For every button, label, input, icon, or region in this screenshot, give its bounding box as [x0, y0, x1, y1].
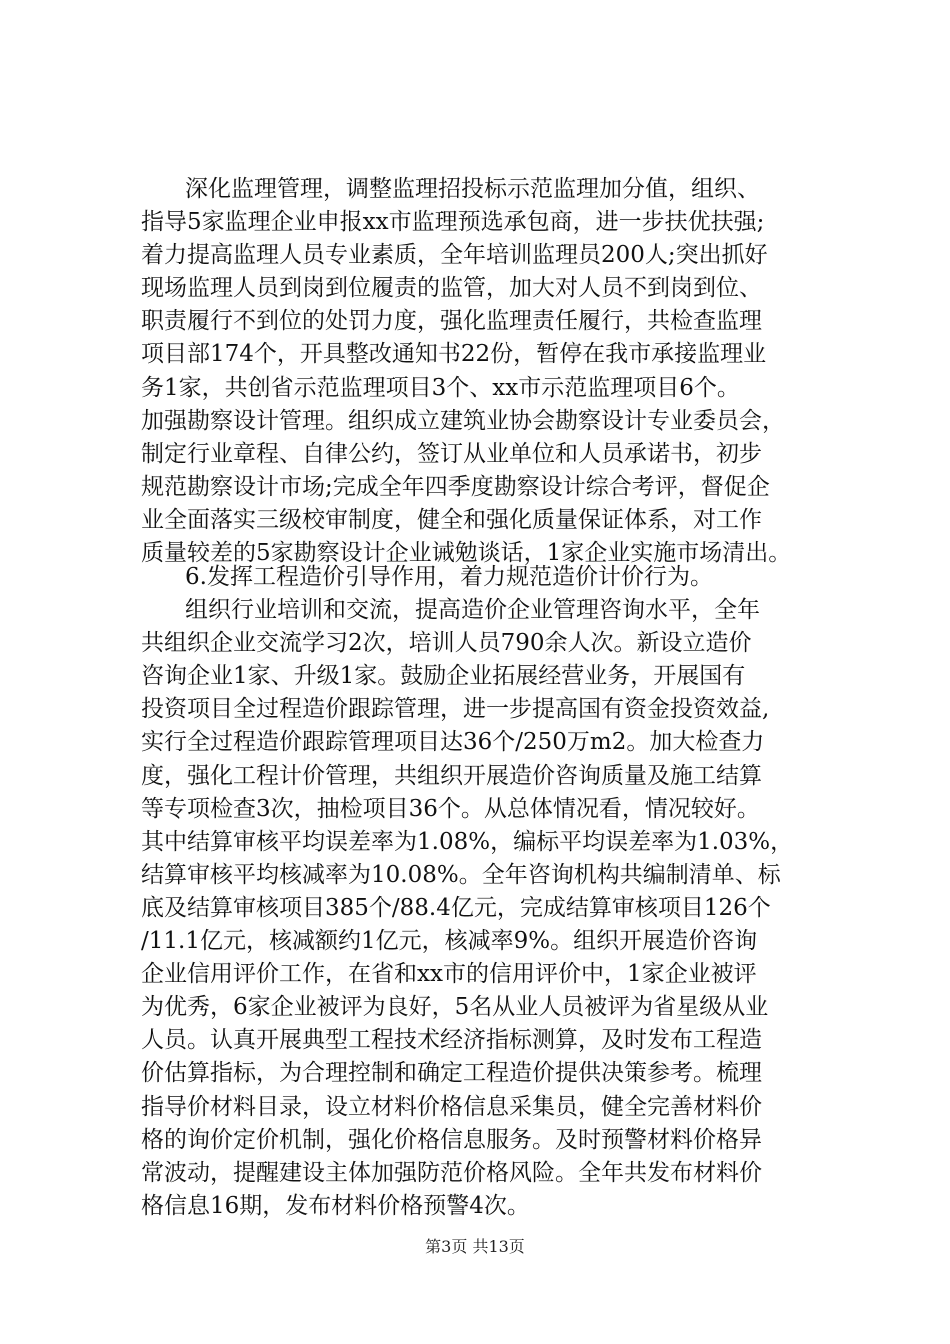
text-line: 实行全过程造价跟踪管理项目达36个/250万m2。加大检查力 — [141, 729, 765, 756]
text-line: 组织行业培训和交流，提高造价企业管理咨询水平，全年 — [185, 597, 760, 624]
text-line: 常波动，提醒建设主体加强防范价格风险。全年共发布材料价 — [141, 1159, 762, 1186]
text-line: 着力提高监理人员专业素质，全年培训监理员200人;突出抓好 — [141, 242, 768, 269]
text-line: 底及结算审核项目385个/88.4亿元，完成结算审核项目126个 — [141, 894, 771, 921]
text-line: /11.1亿元，核减额约1亿元，核减率9%。组织开展造价咨询 — [141, 928, 758, 955]
text-line: 务1家，共创省示范监理项目3个、xx市示范监理项目6个。 — [141, 374, 740, 401]
text-line: 价估算指标，为合理控制和确定工程造价提供决策参考。梳理 — [141, 1060, 762, 1087]
paragraph-cost-pricing — [141, 561, 861, 1223]
text-line: 格信息16期，发布材料价格预警4次。 — [141, 1192, 530, 1219]
text-line: 指导价材料目录，设立材料价格信息采集员，健全完善材料价 — [141, 1093, 762, 1120]
text-line: 职责履行不到位的处罚力度，强化监理责任履行，共检查监理 — [141, 308, 762, 335]
text-line: 企业信用评价工作，在省和xx市的信用评价中，1家企业被评 — [141, 961, 757, 988]
page-number: 第3页 共13页 — [425, 1237, 525, 1256]
text-line: 质量较差的5家勘察设计企业诫勉谈话，1家企业实施市场清出。 — [141, 540, 792, 567]
text-line: 人员。认真开展典型工程技术经济指标测算，及时发布工程造 — [141, 1027, 762, 1054]
text-line: 咨询企业1家、升级1家。鼓励企业拓展经营业务，开展国有 — [141, 663, 746, 690]
text-line: 等专项检查3次，抽检项目36个。从总体情况看，情况较好。 — [141, 795, 760, 822]
text-line: 现场监理人员到岗到位履责的监管，加大对人员不到岗到位、 — [141, 275, 762, 302]
section-heading: 6.发挥工程造价引导作用，着力规范造价计价行为。 — [185, 564, 713, 590]
paragraph-supervision-management — [141, 173, 861, 570]
text-line: 加强勘察设计管理。组织成立建筑业协会勘察设计专业委员会， — [141, 407, 785, 434]
text-line: 为优秀，6家企业被评为良好，5名从业人员被评为省星级从业 — [141, 994, 769, 1021]
text-line: 共组织企业交流学习2次，培训人员790余人次。新设立造价 — [141, 630, 752, 657]
text-line: 业全面落实三级校审制度，健全和强化质量保证体系，对工作 — [141, 506, 762, 533]
text-line: 项目部174个，开具整改通知书22份，暂停在我市承接监理业 — [141, 341, 767, 368]
text-line: 指导5家监理企业申报xx市监理预选承包商，进一步扶优扶强; — [141, 209, 765, 236]
text-line: 结算审核平均核减率为10.08%。全年咨询机构共编制清单、标 — [141, 861, 781, 888]
text-line: 格的询价定价机制，强化价格信息服务。及时预警材料价格异 — [141, 1126, 762, 1153]
text-line: 其中结算审核平均误差率为1.08%，编标平均误差率为1.03%， — [141, 828, 794, 855]
text-line: 深化监理管理，调整监理招投标示范监理加分值，组织、 — [185, 176, 760, 202]
text-line: 制定行业章程、自律公约，签订从业单位和人员承诺书，初步 — [141, 440, 762, 467]
page-footer — [0, 1236, 950, 1258]
text-line: 度，强化工程计价管理，共组织开展造价咨询质量及施工结算 — [141, 762, 762, 789]
text-line: 投资项目全过程造价跟踪管理，进一步提高国有资金投资效益, — [141, 696, 770, 723]
text-line: 规范勘察设计市场;完成全年四季度勘察设计综合考评，督促企 — [141, 473, 770, 500]
